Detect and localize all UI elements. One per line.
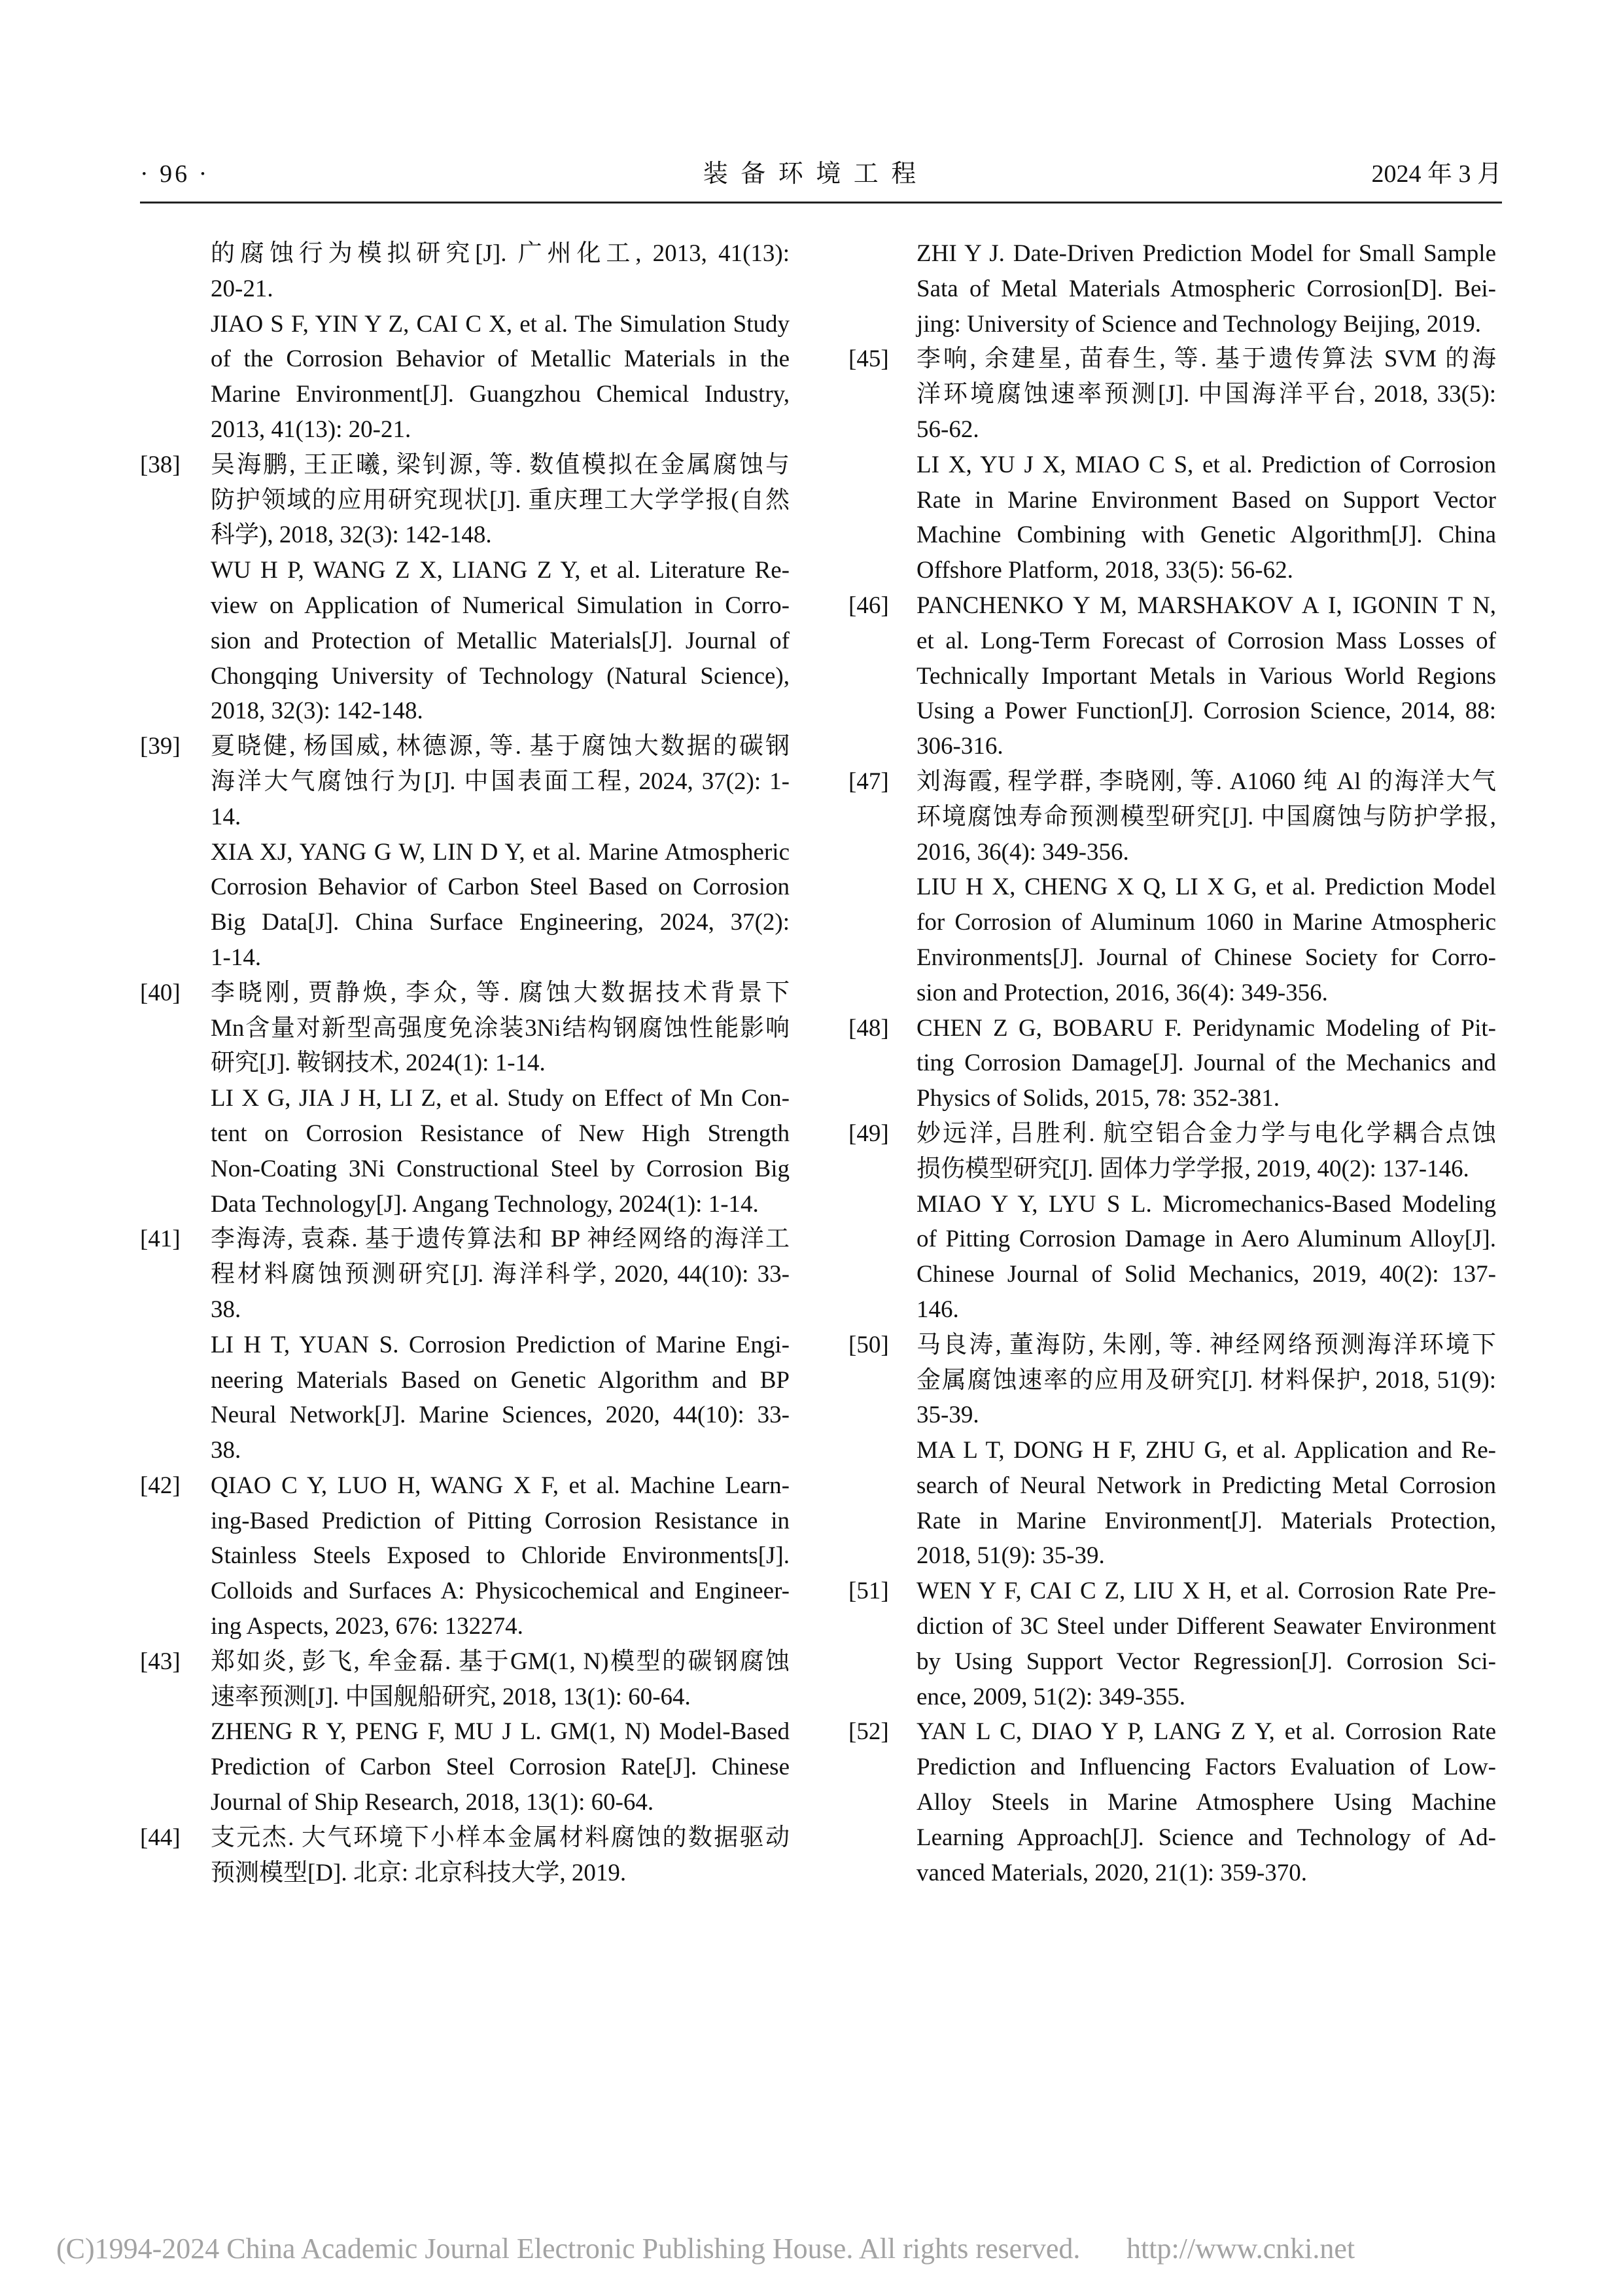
reference-line: Colloids and Surfaces A: Physicochemical and Engineer- <box>211 1578 790 1605</box>
reference-entry <box>140 236 790 448</box>
reference-line: ZHENG R Y, PENG F, MU J L. GM(1, N) Model-Based <box>211 1718 790 1746</box>
reference-paragraph <box>211 236 790 307</box>
reference-line: 35-39. <box>916 1402 979 1429</box>
reference-line: 刘海霞, 程学群, 李晓刚, 等. A1060 纯 Al 的海洋大气 <box>916 768 1496 795</box>
reference-number: [47] <box>848 768 889 795</box>
reference-line: WEN Y F, CAI C Z, LIU X H, et al. Corrosion Rate Pre- <box>916 1578 1496 1605</box>
reference-line: 郑如炎, 彭飞, 牟金磊. 基于GM(1, N)模型的碳钢腐蚀 <box>211 1648 790 1675</box>
reference-line: jing: University of Science and Technology Beijing, 2019. <box>916 310 1481 338</box>
reference-line: 金属腐蚀速率的应用及研究[J]. 材料保护, 2018, 51(9): <box>916 1366 1496 1394</box>
right-column-references <box>848 236 1496 1890</box>
journal-title: 装 备 环 境 工 程 <box>703 160 920 188</box>
reference-line: 夏晓健, 杨国威, 林德源, 等. 基于腐蚀大数据的碳钢 <box>211 733 790 760</box>
reference-line: MIAO Y Y, LYU S L. Micromechanics-Based Modeling <box>916 1190 1496 1218</box>
reference-line: et al. Long-Term Forecast of Corrosion Mass Losses of <box>916 627 1496 654</box>
reference-line: Neural Network[J]. Marine Sciences, 2020, 44(10): 33- <box>211 1402 790 1429</box>
reference-line: Environments[J]. Journal of Chinese Society for Corro- <box>916 944 1496 971</box>
reference-line: XIA XJ, YANG G W, LIN D Y, et al. Marine Atmospheric <box>211 838 790 866</box>
reference-line: Rate in Marine Environment Based on Support Vector <box>916 486 1496 514</box>
reference-text <box>211 1468 790 1644</box>
reference-paragraph <box>916 236 1496 342</box>
reference-entry <box>140 729 790 976</box>
reference-text <box>211 1644 790 1820</box>
reference-line: 妙远洋, 吕胜利. 航空铝合金力学与电化学耦合点蚀 <box>916 1120 1496 1147</box>
page-number: · 96 · <box>140 160 210 188</box>
reference-line: WU H P, WANG Z X, LIANG Z Y, et al. Literature Re- <box>211 557 790 584</box>
reference-text <box>211 236 790 448</box>
reference-line: QIAO C Y, LUO H, WANG X F, et al. Machine Learn- <box>211 1472 790 1499</box>
reference-line: 38. <box>211 1296 241 1323</box>
reference-line: 的腐蚀行为模拟研究[J]. 广州化工, 2013, 41(13): <box>211 240 790 267</box>
reference-number: [45] <box>848 345 889 373</box>
reference-line: ing-Based Prediction of Pitting Corrosion Resistance in <box>211 1507 790 1534</box>
reference-paragraph <box>211 553 790 729</box>
reference-line: JIAO S F, YIN Y Z, CAI C X, et al. The Simulation Study <box>211 310 790 338</box>
reference-number: [48] <box>848 1014 889 1042</box>
reference-number: [40] <box>140 979 181 1006</box>
reference-line: 马良涛, 董海防, 朱刚, 等. 神经网络预测海洋环境下 <box>916 1331 1496 1358</box>
reference-paragraph <box>916 448 1496 588</box>
issue-date: 2024 年 3 月 <box>1371 160 1502 188</box>
reference-entry <box>848 588 1496 764</box>
reference-line: Technically Important Metals in Various World Regions <box>916 662 1496 690</box>
reference-paragraph <box>916 764 1496 870</box>
reference-line: 防护领域的应用研究现状[J]. 重庆理工大学学报(自然 <box>211 486 790 514</box>
reference-line: 2018, 32(3): 142-148. <box>211 698 423 725</box>
reference-line: Prediction of Carbon Steel Corrosion Rate[J]. Chinese <box>211 1754 790 1781</box>
reference-paragraph <box>916 1116 1496 1187</box>
reference-line: Learning Approach[J]. Science and Technology of Ad- <box>916 1824 1496 1851</box>
reference-line: Journal of Ship Research, 2018, 13(1): 60-64. <box>211 1789 654 1816</box>
reference-line: 吴海鹏, 王正曦, 梁钊源, 等. 数值模拟在金属腐蚀与 <box>211 451 790 478</box>
reference-line: of the Corrosion Behavior of Metallic Materials in the <box>211 345 790 373</box>
reference-entry <box>140 448 790 729</box>
reference-paragraph <box>916 1187 1496 1328</box>
reference-line: Rate in Marine Environment[J]. Materials Protection, <box>916 1507 1496 1534</box>
reference-line: 损伤模型研究[J]. 固体力学学报, 2019, 40(2): 137-146. <box>916 1155 1469 1182</box>
reference-entry <box>848 1714 1496 1890</box>
reference-line: by Using Support Vector Regression[J]. Corrosion Sci- <box>916 1648 1496 1675</box>
reference-number: [43] <box>140 1648 181 1675</box>
reference-line: Sata of Metal Materials Atmospheric Corrosion[D]. Bei- <box>916 275 1496 302</box>
reference-line: Mn含量对新型高强度免涂装3Ni结构钢腐蚀性能影响 <box>211 1014 790 1042</box>
reference-text <box>211 976 790 1222</box>
reference-line: 研究[J]. 鞍钢技术, 2024(1): 1-14. <box>211 1050 546 1077</box>
reference-line: LI X G, JIA J H, LI Z, et al. Study on Effect of Mn Con- <box>211 1085 790 1112</box>
reference-line: Corrosion Behavior of Carbon Steel Based on Corrosion <box>211 874 790 901</box>
reference-number: [41] <box>140 1226 181 1253</box>
reference-line: of Pitting Corrosion Damage in Aero Aluminum Alloy[J]. <box>916 1226 1496 1253</box>
reference-line: Chongqing University of Technology (Natural Science), <box>211 662 790 690</box>
reference-entry <box>140 1468 790 1644</box>
reference-line: LI H T, YUAN S. Corrosion Prediction of Marine Engi- <box>211 1331 790 1358</box>
reference-line: 2018, 51(9): 35-39. <box>916 1542 1105 1570</box>
reference-paragraph <box>211 1714 790 1820</box>
reference-paragraph <box>211 1328 790 1468</box>
reference-line: ting Corrosion Damage[J]. Journal of the Mechanics and <box>916 1050 1496 1077</box>
reference-entry <box>848 236 1496 342</box>
reference-paragraph <box>916 1574 1496 1714</box>
reference-line: LI X, YU J X, MIAO C S, et al. Prediction of Corrosion <box>916 451 1496 478</box>
reference-line: sion and Protection of Metallic Materials[J]. Journal of <box>211 627 790 654</box>
reference-line: 科学), 2018, 32(3): 142-148. <box>211 521 492 549</box>
reference-entry <box>848 1328 1496 1574</box>
header-rule <box>140 202 1502 203</box>
reference-entry <box>140 1222 790 1468</box>
reference-line: 海洋大气腐蚀行为[J]. 中国表面工程, 2024, 37(2): 1- <box>211 768 790 795</box>
reference-paragraph <box>916 588 1496 764</box>
reference-number: [38] <box>140 451 181 478</box>
reference-text <box>916 588 1496 764</box>
reference-line: Alloy Steels in Marine Atmosphere Using Machine <box>916 1789 1496 1816</box>
reference-number: [39] <box>140 733 181 760</box>
reference-text <box>916 1328 1496 1574</box>
reference-line: LIU H X, CHENG X Q, LI X G, et al. Prediction Model <box>916 874 1496 901</box>
cnki-url: http://www.cnki.net <box>1126 2233 1355 2265</box>
reference-paragraph <box>211 1644 790 1715</box>
reference-line: neering Materials Based on Genetic Algorithm and BP <box>211 1366 790 1394</box>
reference-line: 洋环境腐蚀速率预测[J]. 中国海洋平台, 2018, 33(5): <box>916 381 1496 408</box>
reference-text <box>916 1574 1496 1714</box>
reference-line: 李海涛, 袁森. 基于遗传算法和 BP 神经网络的海洋工 <box>211 1226 790 1253</box>
reference-line: Offshore Platform, 2018, 33(5): 56-62. <box>916 557 1293 584</box>
reference-text <box>211 1222 790 1468</box>
reference-line: ZHI Y J. Date-Driven Prediction Model for Small Sample <box>916 240 1496 267</box>
reference-entry <box>140 1644 790 1820</box>
reference-text <box>916 1116 1496 1328</box>
reference-line: Marine Environment[J]. Guangzhou Chemical Industry, <box>211 381 790 408</box>
reference-number: [42] <box>140 1472 181 1499</box>
reference-text <box>211 448 790 729</box>
reference-paragraph <box>916 1011 1496 1116</box>
reference-paragraph <box>211 729 790 834</box>
reference-line: 环境腐蚀寿命预测模型研究[J]. 中国腐蚀与防护学报, <box>916 803 1496 830</box>
reference-line: Big Data[J]. China Surface Engineering, 2024, 37(2): <box>211 909 790 936</box>
reference-line: 146. <box>916 1296 959 1323</box>
reference-paragraph <box>916 1714 1496 1890</box>
reference-line: CHEN Z G, BOBARU F. Peridynamic Modeling of Pit- <box>916 1014 1496 1042</box>
reference-text <box>211 1820 790 1891</box>
reference-text <box>916 1011 1496 1116</box>
reference-line: 306-316. <box>916 733 1003 760</box>
reference-text <box>916 236 1496 342</box>
reference-line: Chinese Journal of Solid Mechanics, 2019, 40(2): 137- <box>916 1261 1496 1288</box>
reference-line: for Corrosion of Aluminum 1060 in Marine Atmospheric <box>916 909 1496 936</box>
reference-line: Non-Coating 3Ni Constructional Steel by Corrosion Big <box>211 1155 790 1182</box>
reference-line: Prediction and Influencing Factors Evaluation of Low- <box>916 1754 1496 1781</box>
reference-line: 李晓刚, 贾静焕, 李众, 等. 腐蚀大数据技术背景下 <box>211 979 790 1006</box>
reference-line: search of Neural Network in Predicting Metal Corrosion <box>916 1472 1496 1499</box>
copyright-notice: (C)1994-2024 China Academic Journal Electronic Publishing House. All rights reserved. <box>56 2233 1081 2265</box>
reference-line: 56-62. <box>916 415 979 443</box>
reference-paragraph <box>916 1328 1496 1433</box>
reference-line: sion and Protection, 2016, 36(4): 349-356. <box>916 979 1328 1006</box>
reference-line: YAN L C, DIAO Y P, LANG Z Y, et al. Corrosion Rate <box>916 1718 1496 1746</box>
reference-line: 2013, 41(13): 20-21. <box>211 415 411 443</box>
reference-paragraph <box>211 1222 790 1327</box>
reference-paragraph <box>916 870 1496 1010</box>
reference-line: 速率预测[J]. 中国舰船研究, 2018, 13(1): 60-64. <box>211 1683 691 1710</box>
reference-line: diction of 3C Steel under Different Seawater Environment <box>916 1613 1496 1640</box>
reference-line: 1-14. <box>211 944 262 971</box>
reference-number: [52] <box>848 1718 889 1746</box>
reference-line: view on Application of Numerical Simulation in Corro- <box>211 592 790 619</box>
reference-paragraph <box>211 307 790 448</box>
reference-line: Physics of Solids, 2015, 78: 352-381. <box>916 1085 1280 1112</box>
reference-line: 2016, 36(4): 349-356. <box>916 838 1129 866</box>
reference-entry <box>140 976 790 1222</box>
reference-line: Machine Combining with Genetic Algorithm[J]. China <box>916 521 1496 549</box>
reference-entry <box>848 342 1496 588</box>
reference-line: 程材料腐蚀预测研究[J]. 海洋科学, 2020, 44(10): 33- <box>211 1261 790 1288</box>
reference-line: MA L T, DONG H F, ZHU G, et al. Application and Re- <box>916 1437 1496 1464</box>
reference-paragraph <box>211 835 790 976</box>
reference-line: 14. <box>211 803 241 830</box>
reference-line: Using a Power Function[J]. Corrosion Science, 2014, 88: <box>916 698 1496 725</box>
reference-line: Data Technology[J]. Angang Technology, 2024(1): 1-14. <box>211 1190 759 1218</box>
reference-paragraph <box>211 1081 790 1222</box>
reference-number: [44] <box>140 1824 181 1851</box>
reference-text <box>916 764 1496 1011</box>
reference-paragraph <box>211 1468 790 1644</box>
reference-line: PANCHENKO Y M, MARSHAKOV A I, IGONIN T N, <box>916 592 1496 619</box>
reference-entry <box>848 764 1496 1011</box>
reference-line: tent on Corrosion Resistance of New High Strength <box>211 1120 790 1147</box>
reference-paragraph <box>916 1433 1496 1574</box>
reference-entry <box>848 1011 1496 1116</box>
reference-line: 38. <box>211 1437 241 1464</box>
reference-number: [50] <box>848 1331 889 1358</box>
reference-entry <box>848 1116 1496 1328</box>
reference-paragraph <box>211 448 790 553</box>
reference-line: ing Aspects, 2023, 676: 132274. <box>211 1613 523 1640</box>
reference-line: vanced Materials, 2020, 21(1): 359-370. <box>916 1859 1307 1886</box>
reference-number: [51] <box>848 1578 889 1605</box>
reference-entry <box>140 1820 790 1891</box>
reference-line: ence, 2009, 51(2): 349-355. <box>916 1683 1186 1710</box>
reference-line: 预测模型[D]. 北京: 北京科技大学, 2019. <box>211 1859 627 1886</box>
reference-entry <box>848 1574 1496 1714</box>
reference-line: 支元杰. 大气环境下小样本金属材料腐蚀的数据驱动 <box>211 1824 790 1851</box>
reference-paragraph <box>211 976 790 1081</box>
reference-line: 20-21. <box>211 275 273 302</box>
reference-text <box>916 342 1496 588</box>
reference-line: Stainless Steels Exposed to Chloride Environments[J]. <box>211 1542 790 1570</box>
reference-paragraph <box>211 1820 790 1891</box>
reference-paragraph <box>916 342 1496 447</box>
reference-number: [49] <box>848 1120 889 1147</box>
reference-text <box>916 1714 1496 1890</box>
reference-number: [46] <box>848 592 889 619</box>
reference-text <box>211 729 790 976</box>
left-column-references <box>140 236 790 1890</box>
reference-line: 李响, 余建星, 苗春生, 等. 基于遗传算法 SVM 的海 <box>916 345 1496 373</box>
